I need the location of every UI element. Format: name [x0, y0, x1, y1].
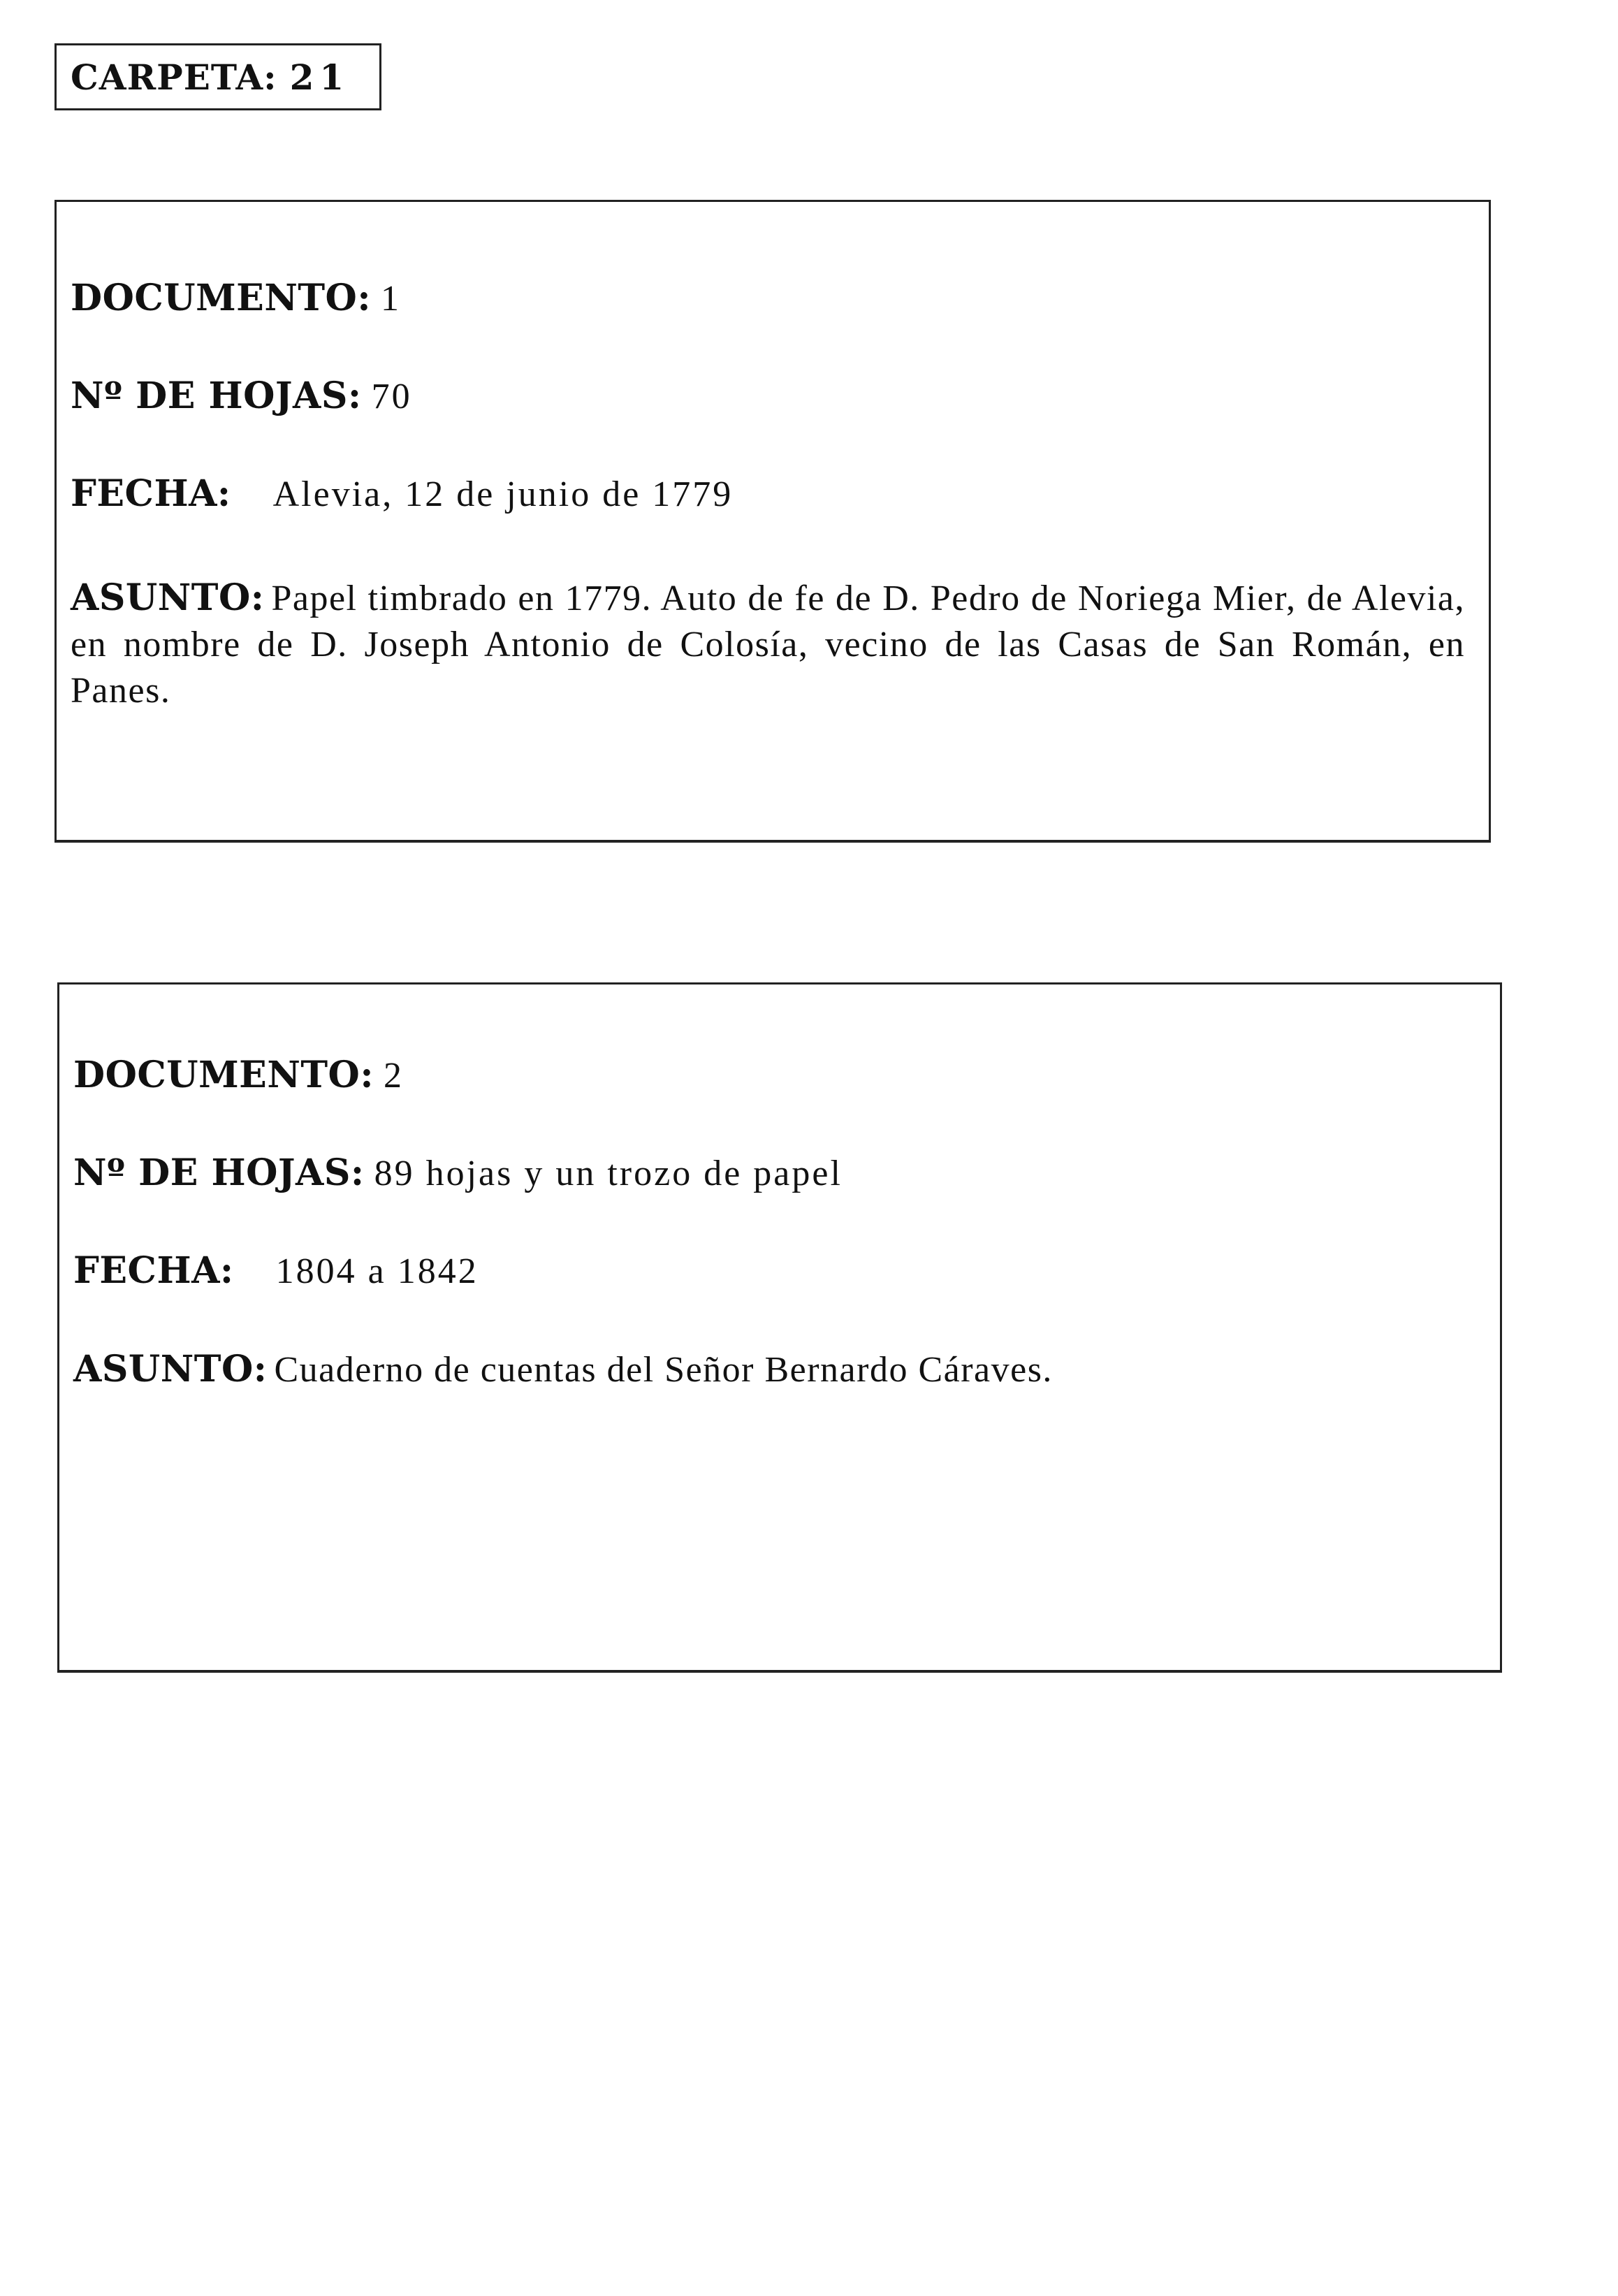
folder-header	[54, 43, 381, 110]
sheets-value: 89 hojas y un trozo de papel	[374, 1154, 843, 1193]
date-value: 1804 a 1842	[275, 1251, 479, 1291]
subject-text: Cuaderno de cuentas del Señor Bernardo Cáraves.	[274, 1350, 1053, 1390]
document-number-row	[71, 276, 1465, 321]
folder-number: 21	[289, 56, 350, 98]
document-label: DOCUMENTO:	[71, 277, 372, 319]
document-number: 2	[384, 1056, 404, 1096]
date-label: FECHA:	[73, 1249, 234, 1292]
document-number: 1	[381, 279, 402, 319]
sheets-row	[71, 374, 1465, 419]
date-value: Alevia, 12 de junio de 1779	[272, 474, 734, 514]
subject-row	[71, 575, 1465, 714]
date-row	[73, 1249, 1476, 1294]
subject-row	[73, 1346, 1476, 1393]
date-row	[71, 472, 1465, 517]
document-card	[54, 200, 1491, 843]
subject-label: ASUNTO:	[71, 576, 265, 619]
sheets-row	[73, 1151, 1476, 1196]
subject-label: ASUNTO:	[73, 1348, 268, 1390]
folder-label: CARPETA:	[71, 56, 277, 98]
sheets-label: Nº DE HOJAS:	[73, 1151, 365, 1194]
sheets-value: 70	[371, 377, 412, 416]
document-label: DOCUMENTO:	[73, 1054, 374, 1096]
document-number-row	[73, 1053, 1476, 1098]
subject-text: Papel timbrado en 1779. Auto de fe de D. Pedro de Noriega Mier, de Alevia, en nombre de D. Joseph Antonio de Colosía, vecino de las Casas de San Román, en Panes.	[71, 579, 1465, 711]
sheets-label: Nº DE HOJAS:	[71, 375, 362, 417]
date-label: FECHA:	[71, 472, 231, 515]
document-card	[57, 982, 1502, 1673]
